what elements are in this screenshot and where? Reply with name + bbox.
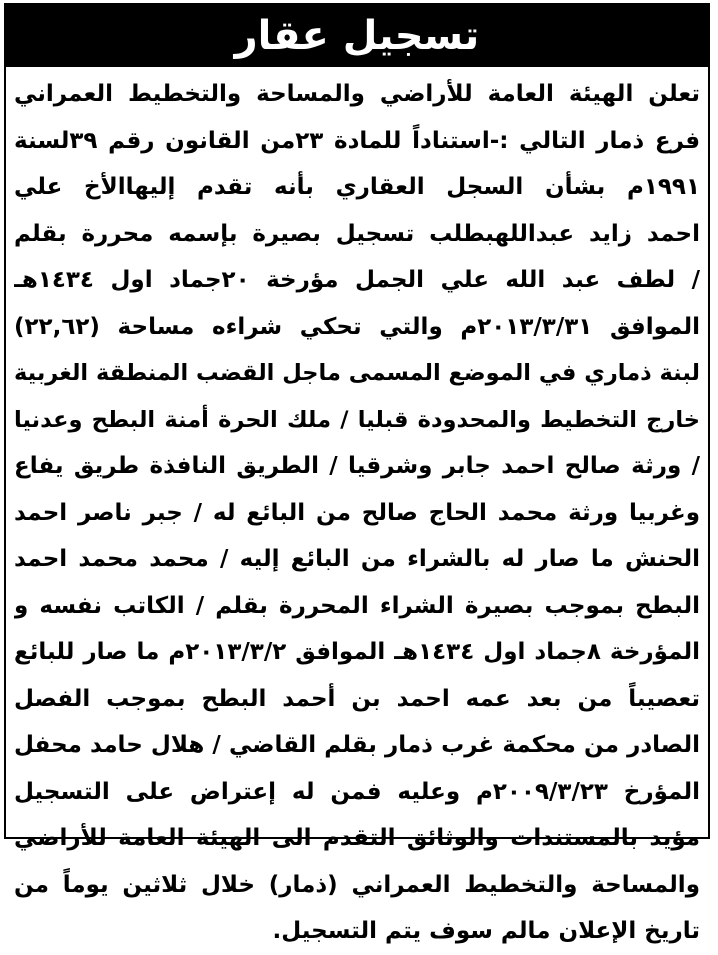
title-bar [6,5,708,67]
property-registration-notice [4,3,710,944]
notice-line: فرع ذمار التالي :-استناداً للمادة ٢٣من القانون رقم ٣٩لسنة [14,127,700,154]
notice-line-last: تاريخ الإعلان مالم سوف يتم التسجيل. [272,918,700,944]
notice-line: الحنش ما صار له بالشراء من البائع إليه / محمد محمد احمد [14,546,700,572]
notice-line: الصادر من محكمة غرب ذمار بقلم القاضي / هلال حامد محفل [14,732,700,758]
notice-line: خارج التخطيط والمحدودة قبليا / ملك الحرة أمنة البطح وعدنيا [14,406,700,433]
notice-line: تعلن الهيئة العامة للأراضي والمساحة والتخطيط العمراني [14,81,700,107]
notice-line: ١٩٩١م بشأن السجل العقاري بأنه تقدم إليهاالأخ علي [14,174,700,200]
notice-line: مؤيد بالمستندات والوثائق التقدم الى الهيئة العامة للأراضي [14,825,700,851]
notice-line: احمد زايد عبداللهبطلب تسجيل بصيرة بإسمه محررة بقلم [14,220,700,247]
notice-title: تسجيل عقار [234,13,480,59]
notice-line: المؤرخة ٨جماد اول ١٤٣٤هـ الموافق ٢٠١٣/٣/٢م ما صار للبائع [14,639,700,665]
notice-line: / لطف عبد الله علي الجمل مؤرخة ٢٠جماد اول ١٤٣٤هـ [14,267,700,293]
notice-line: وغربيا ورثة محمد الحاج صالح من البائع له / جبر ناصر احمد [14,499,700,526]
notice-line: لبنة ذماري في الموضع المسمى ماجل القضب المنطقة الغربية [14,360,700,386]
notice-line: / ورثة صالح احمد جابر وشرقيا / الطريق النافذة طريق يفاع [14,453,700,479]
notice-body [6,71,708,955]
notice-line: المؤرخ ٢٠٠٩/٣/٢٣م وعليه فمن له إعتراض على التسجيل [14,778,700,805]
notice-line: تعصيباً من بعد عمه احمد بن أحمد البطح بموجب الفصل [14,685,700,712]
notice-line: الموافق ٢٠١٣/٣/٣١م والتي تحكي شراءه مساحة (٢٢,٦٢) [14,313,700,340]
notice-line: البطح بموجب بصيرة الشراء المحررة بقلم / الكاتب نفسه و [14,592,700,619]
notice-line: والمساحة والتخطيط العمراني (ذمار) خلال ثلاثين يوماً من [14,871,700,898]
